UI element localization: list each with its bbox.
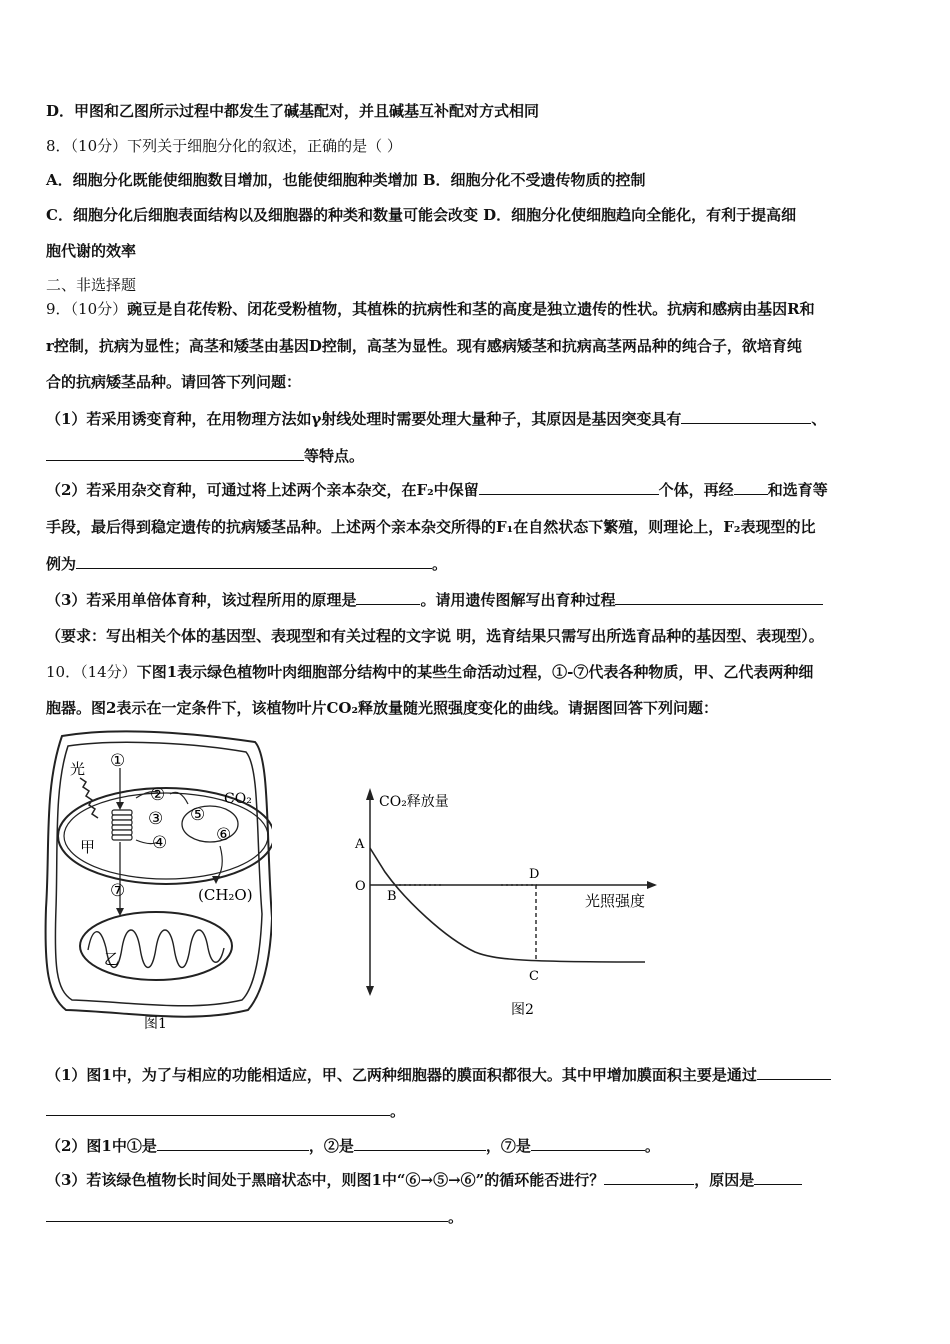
section-heading: 二、非选择题 — [46, 276, 137, 294]
marker-7: ⑦ — [110, 881, 126, 901]
q9-part3-line1 — [46, 589, 823, 611]
ch2o-label: (CH₂O) — [198, 886, 253, 904]
q9-part1-tail: 等特点。 — [304, 447, 365, 465]
answer-blank[interactable] — [46, 1100, 390, 1116]
q8-text: 下列关于细胞分化的叙述，正确的是（ ） — [127, 137, 402, 155]
organelle-jia-label: 甲 — [80, 838, 96, 856]
answer-blank[interactable] — [46, 1206, 448, 1222]
q10-part3-line1 — [46, 1169, 802, 1191]
q9-part3-mid: 。请用遗传图解写出育种过程 — [420, 591, 616, 609]
figure-2-co2-curve — [345, 780, 665, 1025]
q9-part1-line2 — [46, 445, 364, 467]
q10-part1-line1 — [46, 1064, 831, 1086]
q9-part3-line2: （要求：写出相关个体的基因型、表现型和有关过程的文字说 明，选育结果只需写出所选育品种的基因型、表现型）。 — [46, 627, 824, 645]
q9-part3-text: （3）若采用单倍体育种，该过程所用的原理是 — [46, 591, 357, 609]
q8-number: 8．（10分） — [46, 137, 128, 155]
answer-blank[interactable] — [604, 1169, 694, 1185]
q10-line2: 胞器。图2表示在一定条件下，该植物叶片CO₂释放量随光照强度变化的曲线。请据图回答下列问题： — [46, 699, 719, 717]
point-b-label: B — [387, 889, 397, 904]
marker-5: ⑤ — [190, 805, 206, 825]
q10-part2-a: （2）图1中①是 — [46, 1137, 157, 1155]
marker-1: ① — [110, 751, 126, 771]
q10-line1 — [46, 661, 813, 683]
q10-part3-line2 — [46, 1206, 463, 1228]
q10-part3-mid: ，原因是 — [694, 1171, 755, 1189]
q9-line3: 合的抗病矮茎品种。请回答下列问题： — [46, 373, 302, 391]
q8-option-d-cont: 胞代谢的效率 — [46, 242, 137, 260]
point-c-label: C — [529, 969, 539, 984]
answer-blank[interactable] — [757, 1064, 831, 1080]
grana-stack — [112, 810, 132, 840]
q10-part3-text: （3）若该绿色植物长时间处于黑暗状态中，则图1中“⑥→⑤→⑥”的循环能否进行？ — [46, 1171, 605, 1189]
q8-options-cd: C．细胞分化后细胞表面结构以及细胞器的种类和数量可能会改变 D．细胞分化使细胞趋向全能化，有利于提高细 — [46, 206, 797, 224]
q10-part2-c: ，⑦是 — [485, 1137, 531, 1155]
q10-part1-text: （1）图1中，为了与相应的功能相适应，甲、乙两种细胞器的膜面积都很大。其中甲增加膜面积主要是通过 — [46, 1066, 757, 1084]
q9-part2-line1 — [46, 479, 828, 501]
q9-line1 — [46, 298, 815, 320]
q10-part1-line2 — [46, 1100, 405, 1122]
q10-number: 10．（14分） — [46, 663, 137, 681]
q9-part2-ratio-end: 。 — [432, 555, 448, 573]
q10-part1-end: 。 — [390, 1102, 406, 1120]
q9-part1-sep: 、 — [811, 410, 827, 428]
origin-label: O — [355, 879, 366, 894]
figure-1-caption: 图1 — [144, 1016, 167, 1032]
q8-stem — [46, 135, 402, 157]
marker-2: ② — [150, 785, 166, 805]
figure-1-cell-diagram — [40, 728, 272, 1040]
q9-part2-ratio: 例为 — [46, 555, 77, 573]
marker-3: ③ — [148, 809, 164, 829]
q9-text1: 豌豆是自花传粉、闭花受粉植物，其植株的抗病性和茎的高度是独立遗传的性状。抗病和感病由基因R和 — [127, 300, 815, 318]
q8-options-ab: A．细胞分化既能使细胞数目增加，也能使细胞种类增加 B．细胞分化不受遗传物质的控制 — [46, 171, 646, 189]
q9-line2: r控制，抗病为显性；高茎和矮茎由基因D控制，高茎为显性。现有感病矮茎和抗病高茎两品种的纯合子，欲培育纯 — [46, 337, 802, 355]
marker-4: ④ — [152, 833, 168, 853]
answer-blank[interactable] — [531, 1135, 645, 1151]
q10-part3-end: 。 — [448, 1208, 464, 1226]
q10-part2-b: ，②是 — [308, 1137, 354, 1155]
q10-part2 — [46, 1135, 660, 1157]
answer-blank[interactable] — [479, 479, 659, 495]
q7-option-d: D．甲图和乙图所示过程中都发生了碱基配对，并且碱基互补配对方式相同 — [46, 102, 540, 120]
answer-blank[interactable] — [46, 445, 304, 461]
q9-number: 9．（10分） — [46, 300, 128, 318]
q9-part2-end: 和选育等 — [767, 481, 828, 499]
marker-6: ⑥ — [216, 825, 232, 845]
answer-blank[interactable] — [615, 589, 823, 605]
q10-part2-end: 。 — [644, 1137, 660, 1155]
light-label: 光 — [70, 760, 86, 778]
figure-2-caption: 图2 — [511, 1002, 534, 1018]
organelle-yi-label: 乙 — [104, 950, 120, 968]
q9-part1-text: （1）若采用诱变育种，在用物理方法如γ射线处理时需要处理大量种子，其原因是基因突变具有 — [46, 410, 682, 428]
point-a-label: A — [355, 837, 365, 852]
answer-blank[interactable] — [754, 1169, 802, 1185]
answer-blank[interactable] — [354, 1135, 486, 1151]
q9-part2-mid: 个体，再经 — [658, 481, 734, 499]
answer-blank[interactable] — [734, 479, 768, 495]
answer-blank[interactable] — [356, 589, 420, 605]
q9-part1-line1 — [46, 408, 826, 430]
point-d-label: D — [529, 867, 540, 882]
answer-blank[interactable] — [681, 408, 811, 424]
answer-blank[interactable] — [157, 1135, 309, 1151]
co2-label: CO₂ — [224, 791, 252, 807]
q10-text1: 下图1表示绿色植物叶肉细胞部分结构中的某些生命活动过程，①-⑦代表各种物质，甲、乙代表两种细 — [136, 663, 814, 681]
q9-part2-line2: 手段，最后得到稳定遗传的抗病矮茎品种。上述两个亲本杂交所得的F₁在自然状态下繁殖，则理论上，F₂表现型的比 — [46, 518, 816, 536]
x-axis-label: 光照强度 — [585, 892, 646, 910]
q9-part2-text: （2）若采用杂交育种，可通过将上述两个亲本杂交，在F₂中保留 — [46, 481, 479, 499]
answer-blank[interactable] — [76, 553, 432, 569]
q9-part2-line3 — [46, 553, 447, 575]
y-axis-label: CO₂释放量 — [379, 794, 449, 810]
